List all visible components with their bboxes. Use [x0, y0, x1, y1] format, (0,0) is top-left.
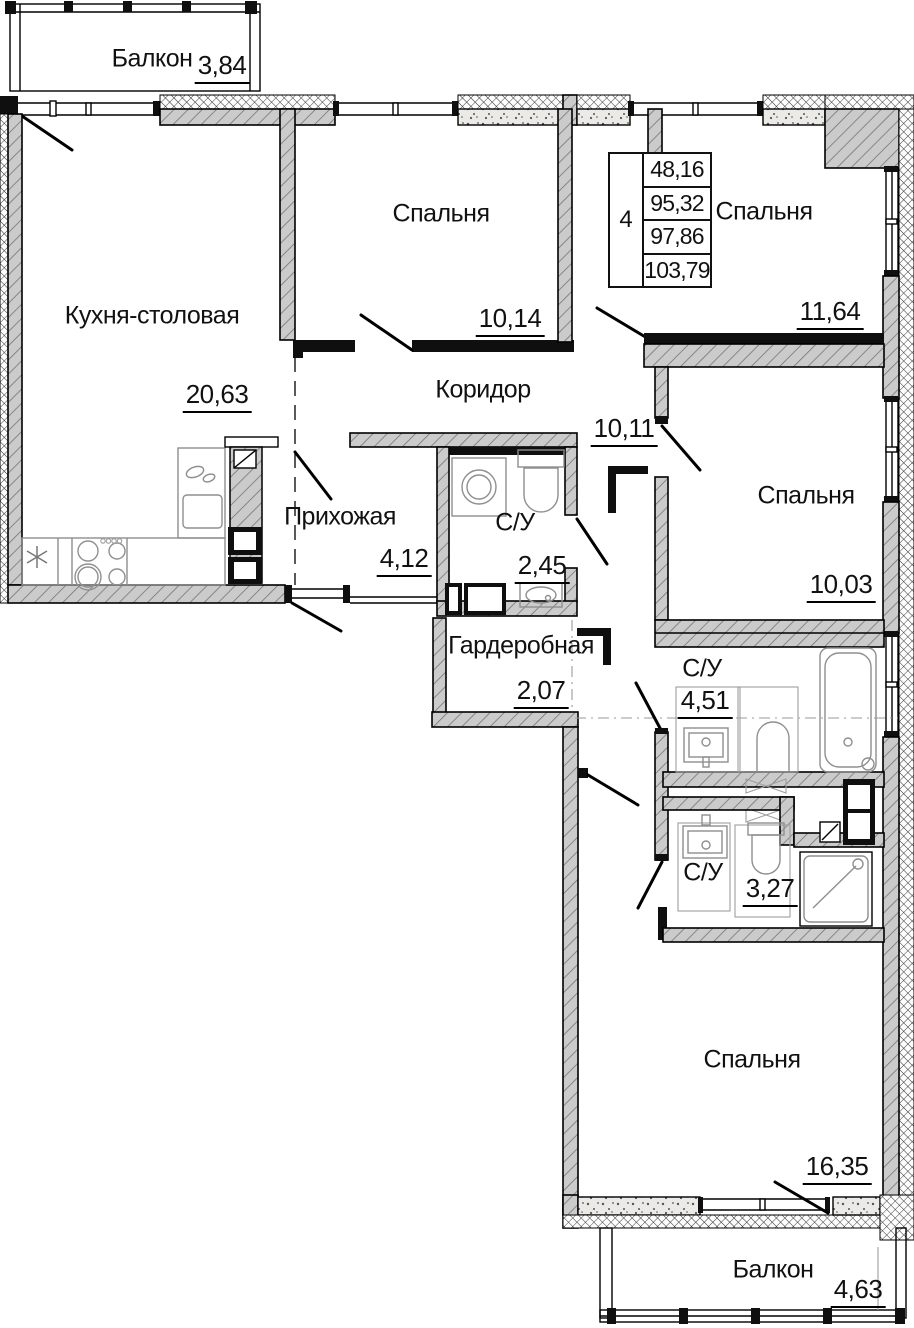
room-label-bath-lower: С/У	[683, 858, 723, 887]
room-label-bath-small: С/У	[495, 508, 535, 537]
room-area-balcony-bottom: 4,63	[831, 1274, 886, 1308]
stove-icon	[75, 539, 125, 590]
washing-machine-icon	[452, 458, 506, 516]
room-area-balcony-top: 3,84	[195, 50, 250, 84]
room-area-bath-lower: 3,27	[743, 873, 798, 907]
room-label-bedroom-right: Спальня	[715, 197, 813, 226]
room-label-kitchen: Кухня-столовая	[64, 301, 240, 330]
bathtub-icon	[820, 648, 876, 772]
room-area-bedroom-right: 11,64	[797, 296, 864, 330]
room-area-hallway: 4,12	[377, 543, 432, 577]
bedroom-right-door-leaf	[597, 308, 652, 341]
room-area-bath-small: 2,45	[515, 550, 570, 584]
fridge-icon	[27, 546, 47, 568]
left-wall	[0, 114, 440, 631]
room-label-bedroom-top: Спальня	[392, 199, 490, 228]
bath-main-door-leaf	[636, 683, 661, 730]
entry-door-leaf	[292, 603, 341, 631]
summary-value: 48,16	[644, 154, 710, 188]
bedroom-big-door-leaf	[638, 862, 662, 908]
room-area-bedroom-mid: 10,03	[807, 569, 876, 603]
vent-shaft-icon	[820, 779, 875, 845]
apartment-summary-table	[608, 152, 712, 288]
room-label-bath-main: С/У	[682, 654, 722, 683]
summary-value: 103,79	[644, 256, 710, 283]
room-area-kitchen: 20,63	[183, 379, 252, 413]
room-label-balcony-bottom: Балкон	[732, 1255, 814, 1284]
room-label-wardrobe: Гардеробная	[448, 631, 594, 660]
summary-value: 95,32	[644, 188, 710, 222]
summary-value: 97,86	[644, 221, 710, 255]
bath-lower-toilet-icon	[748, 823, 784, 874]
kitchen-fixtures	[22, 437, 278, 590]
interior-walls-upper	[280, 109, 884, 647]
room-area-corridor: 10,11	[591, 413, 658, 447]
lower-block-walls	[563, 683, 898, 1215]
room-label-corridor: Коридор	[435, 375, 531, 404]
bath-main-sink-icon	[684, 728, 728, 767]
toilet-icon	[518, 450, 564, 512]
room-label-bedroom-big: Спальня	[703, 1045, 801, 1074]
room-label-bedroom-mid: Спальня	[757, 481, 855, 510]
kitchen-door-leaf	[295, 452, 331, 499]
room-area-bedroom-big: 16,35	[803, 1151, 872, 1185]
room-area-bath-main: 4,51	[678, 685, 733, 719]
bedroom-mid-door-leaf	[662, 426, 700, 470]
right-wall	[883, 109, 914, 1228]
kitchen-balcony-door-leaf	[22, 116, 72, 150]
kitchen-vent-shaft	[225, 437, 278, 584]
room-area-bedroom-top: 10,14	[476, 303, 545, 337]
corridor-door-leaf	[588, 775, 638, 805]
bottom-wall	[563, 1182, 914, 1240]
bath-main-toilet-icon	[752, 722, 794, 772]
bedroom-top-door-leaf	[361, 315, 412, 350]
room-area-wardrobe: 2,07	[514, 675, 569, 709]
rooms-count: 4	[610, 154, 644, 286]
balcony-bottom-door-leaf	[775, 1182, 828, 1213]
room-label-hallway: Прихожая	[284, 502, 396, 531]
bath-small-door-leaf	[577, 519, 607, 564]
bath-lower-sink-icon	[683, 815, 727, 858]
top-wall	[0, 95, 914, 168]
shower-icon	[800, 852, 872, 926]
room-label-balcony-top: Балкон	[111, 44, 193, 73]
kitchen-sink-icon	[183, 464, 222, 528]
